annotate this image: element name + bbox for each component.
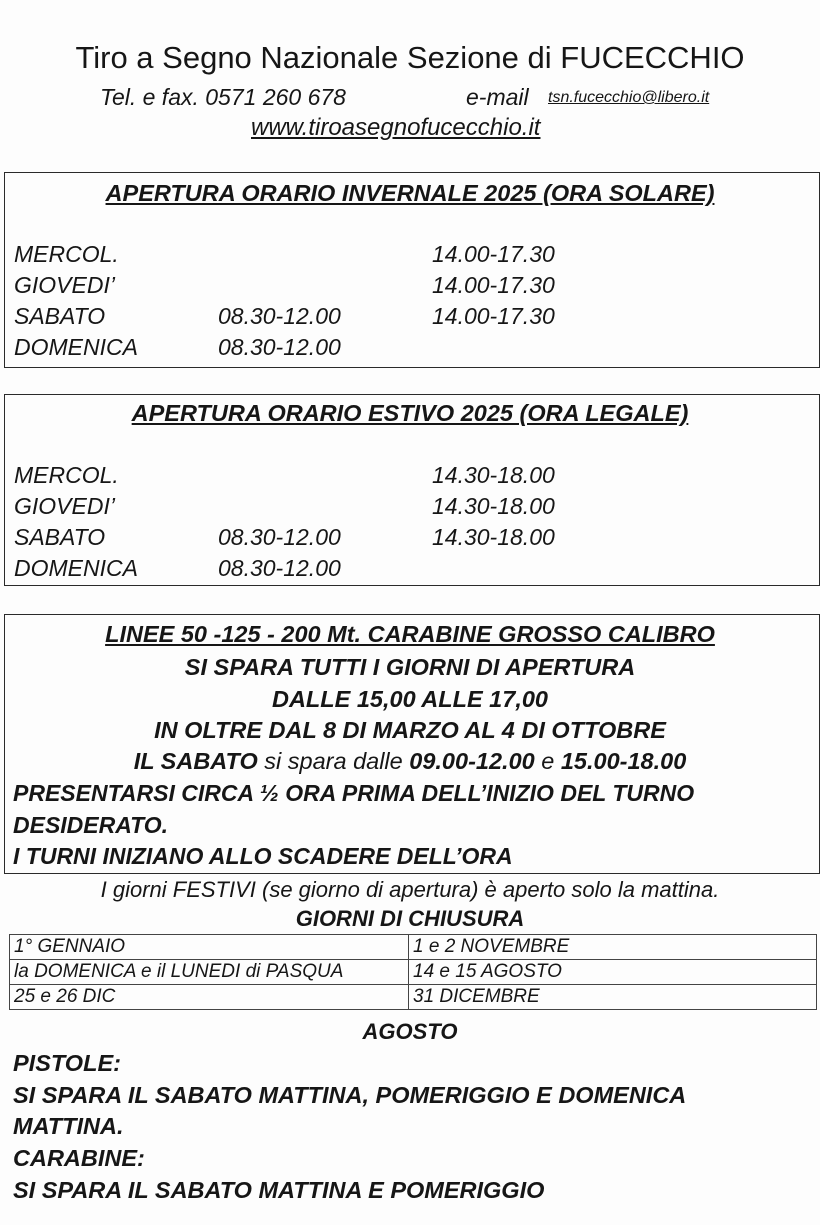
grosso-calibro-line: I TURNI INIZIANO ALLO SCADERE DELL’ORA bbox=[13, 843, 513, 869]
website-link[interactable]: www.tiroasegnofucecchio.it bbox=[251, 114, 541, 141]
winter-am-hours: 08.30-12.00 bbox=[218, 334, 341, 360]
pistols-line: SI SPARA IL SABATO MATTINA, POMERIGGIO E DOMENICA bbox=[13, 1082, 687, 1108]
saturday-and: e bbox=[534, 748, 561, 774]
winter-day: SABATO bbox=[14, 303, 106, 329]
email-link[interactable]: tsn.fucecchio@libero.it bbox=[548, 89, 710, 106]
pistols-label: PISTOLE: bbox=[13, 1050, 121, 1076]
winter-pm-hours: 14.00-17.30 bbox=[432, 303, 555, 329]
winter-title: APERTURA ORARIO INVERNALE 2025 (ORA SOLARE) bbox=[105, 180, 715, 206]
table-row bbox=[10, 960, 817, 985]
email-label: e-mail bbox=[466, 84, 529, 110]
saturday-afternoon-hours: 15.00-18.00 bbox=[560, 748, 687, 774]
phone-fax: Tel. e fax. 0571 260 678 bbox=[100, 84, 346, 110]
summer-day: MERCOL. bbox=[14, 462, 119, 488]
winter-day: MERCOL. bbox=[14, 241, 119, 267]
closure-date: 31 DICEMBRE bbox=[409, 985, 817, 1010]
summer-pm-hours: 14.30-18.00 bbox=[432, 524, 555, 550]
grosso-calibro-title: LINEE 50 -125 - 200 Mt. CARABINE GROSSO CALIBRO bbox=[105, 621, 715, 647]
summer-am-hours: 08.30-12.00 bbox=[218, 555, 341, 581]
closure-date: 14 e 15 AGOSTO bbox=[409, 960, 817, 985]
festivi-note: I giorni FESTIVI (se giorno di apertura) è aperto solo la mattina. bbox=[100, 877, 720, 902]
saturday-text: si spara dalle bbox=[257, 748, 410, 774]
closure-date: 25 e 26 DIC bbox=[10, 985, 409, 1010]
august-title: AGOSTO bbox=[362, 1019, 458, 1044]
closures-table bbox=[9, 934, 817, 1010]
summer-pm-hours: 14.30-18.00 bbox=[432, 493, 555, 519]
winter-pm-hours: 14.00-17.30 bbox=[432, 241, 555, 267]
summer-day: SABATO bbox=[14, 524, 106, 550]
table-row bbox=[10, 985, 817, 1010]
saturday-label: IL SABATO bbox=[133, 748, 258, 774]
summer-title: APERTURA ORARIO ESTIVO 2025 (ORA LEGALE) bbox=[131, 400, 689, 426]
pistols-line: MATTINA. bbox=[13, 1113, 124, 1139]
grosso-calibro-line: PRESENTARSI CIRCA ½ ORA PRIMA DELL’INIZIO DEL TURNO bbox=[13, 780, 695, 806]
saturday-morning-hours: 09.00-12.00 bbox=[409, 748, 535, 774]
closure-date: 1° GENNAIO bbox=[10, 935, 409, 960]
closure-date: 1 e 2 NOVEMBRE bbox=[409, 935, 817, 960]
winter-pm-hours: 14.00-17.30 bbox=[432, 272, 555, 298]
winter-day: DOMENICA bbox=[14, 334, 138, 360]
grosso-calibro-line: IN OLTRE DAL 8 DI MARZO AL 4 DI OTTOBRE bbox=[154, 717, 666, 743]
summer-day: DOMENICA bbox=[14, 555, 138, 581]
grosso-calibro-line: DESIDERATO. bbox=[13, 812, 169, 838]
summer-day: GIOVEDI’ bbox=[14, 493, 115, 519]
closures-title: GIORNI DI CHIUSURA bbox=[295, 906, 525, 931]
winter-am-hours: 08.30-12.00 bbox=[218, 303, 341, 329]
rifles-label: CARABINE: bbox=[13, 1145, 145, 1171]
closure-date: la DOMENICA e il LUNEDI di PASQUA bbox=[10, 960, 409, 985]
summer-pm-hours: 14.30-18.00 bbox=[432, 462, 555, 488]
grosso-calibro-line: SI SPARA TUTTI I GIORNI DI APERTURA bbox=[184, 654, 636, 680]
table-row bbox=[10, 935, 817, 960]
rifles-line: SI SPARA IL SABATO MATTINA E POMERIGGIO bbox=[13, 1177, 545, 1203]
grosso-calibro-line: DALLE 15,00 ALLE 17,00 bbox=[271, 686, 548, 712]
page-title: Tiro a Segno Nazionale Sezione di FUCECCHIO bbox=[75, 40, 745, 75]
winter-day: GIOVEDI’ bbox=[14, 272, 115, 298]
summer-am-hours: 08.30-12.00 bbox=[218, 524, 341, 550]
grosso-calibro-saturday-line bbox=[0, 748, 820, 775]
